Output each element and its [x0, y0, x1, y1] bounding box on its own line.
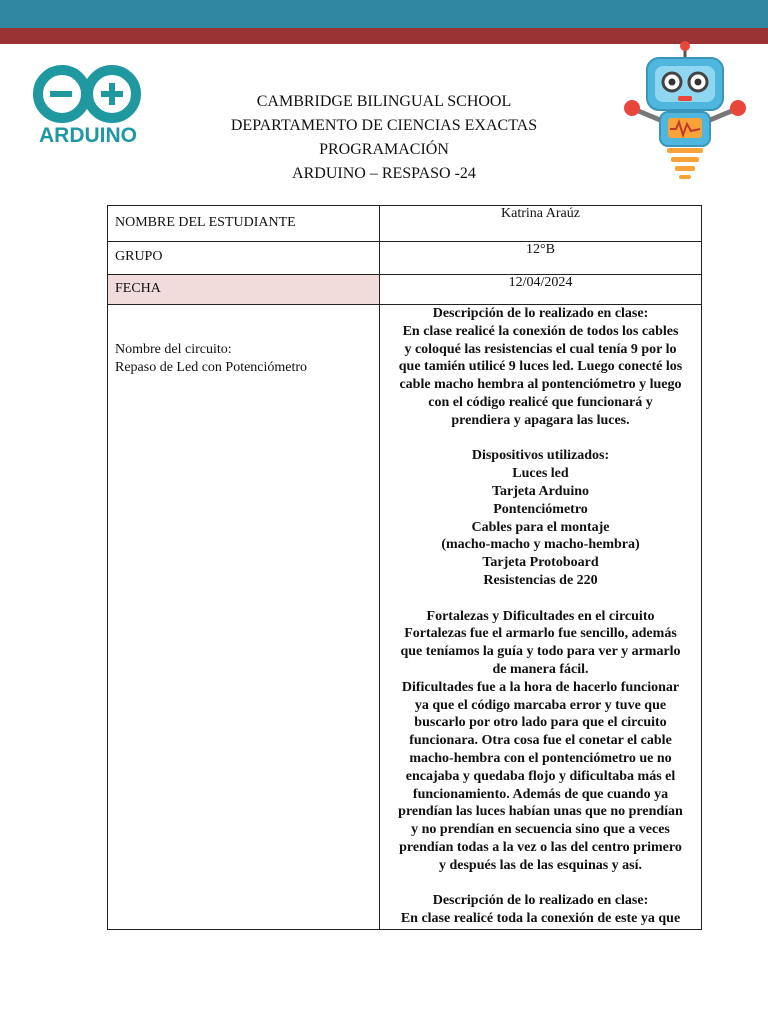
circuit-label: Nombre del circuito: [115, 342, 232, 357]
description-line: Tarjeta Arduino [491, 483, 590, 499]
description-line: Cables para el montaje [471, 519, 610, 535]
circuit-info [108, 305, 379, 377]
description-line: de manera fácil. [492, 661, 589, 677]
description-line: buscarlo por otro lado para que el circuito [414, 715, 667, 731]
student-name-value: Katrina Araúz [380, 206, 702, 242]
table-row [108, 275, 702, 305]
date-label: FECHA [115, 281, 161, 296]
description-line: Descripción de lo realizado en clase: [432, 306, 649, 321]
description-line: y no prendían en secuencia sino que a veces [411, 822, 670, 838]
description-line: y coloqué las resistencias el cual tenía 9 por lo [404, 341, 677, 357]
header-band-blue [0, 0, 768, 28]
description-line: Fortalezas fue el armarlo fue sencillo, además [404, 626, 677, 642]
school-name: CAMBRIDGE BILINGUAL SCHOOL [256, 93, 512, 110]
description-line: que teníamos la guía y todo para ver y armarlo [400, 644, 681, 660]
subject-name: PROGRAMACIÓN [319, 141, 449, 158]
description-line: Fortalezas y Dificultades en el circuito [426, 608, 655, 624]
description-line: funcionara. Otra cosa fue el conetar el cable [409, 733, 672, 749]
arduino-logo-icon [28, 62, 148, 152]
description-line: Pontenciómetro [493, 501, 588, 517]
description-line: Dispositivos utilizados: [471, 448, 610, 464]
description-line: prendían las luces habían unas que no prendían [398, 804, 683, 820]
student-name-label: NOMBRE DEL ESTUDIANTE [115, 215, 296, 230]
description-blank-line [384, 590, 697, 608]
circuit-name: Repaso de Led con Potenciómetro [115, 360, 308, 375]
description-line: Resistencias de 220 [483, 572, 598, 588]
description-line: prendían todas a la vez o las del centro primero [399, 839, 682, 855]
description-line: Tarjeta Protoboard [482, 555, 599, 571]
description-line: con el código realicé que funcionará y [428, 394, 653, 410]
description-text [380, 305, 701, 929]
description-line: ya que el código marcaba error y tuve que [414, 697, 667, 713]
description-line: macho-hembra con el pontenciómetro ue no [409, 750, 672, 766]
school-header [150, 90, 618, 186]
description-line: (macho-macho y macho-hembra) [441, 537, 640, 553]
date-value: 12/04/2024 [380, 275, 702, 305]
table-row [108, 305, 702, 930]
description-line: funcionamiento. Además de que cuando ya [412, 786, 669, 802]
description-line: Luces led [512, 466, 569, 482]
arduino-logo-text: ARDUINO [39, 124, 137, 147]
robot-icon [622, 38, 748, 188]
table-row [108, 206, 702, 242]
description-line: cable macho hembra al pontenciómetro y luego [399, 377, 682, 393]
table-row [108, 242, 702, 275]
description-line: En clase realicé la conexión de todos los cables [402, 323, 679, 339]
description-line: Descripción de lo realizado en clase: [432, 893, 649, 909]
student-info-table [107, 205, 702, 930]
group-label: GRUPO [115, 249, 163, 264]
description-line: y después las de las esquinas y así. [438, 857, 643, 873]
description-blank-line [384, 875, 697, 893]
department-name: DEPARTAMENTO DE CIENCIAS EXACTAS [230, 117, 538, 134]
description-line: Dificultades fue a la hora de hacerlo funcionar [401, 679, 680, 695]
description-line: En clase realicé toda la conexión de este ya que [400, 911, 681, 927]
document-title: ARDUINO – RESPASO -24 [292, 165, 476, 182]
description-blank-line [384, 430, 697, 448]
description-line: prendiera y apagara las luces. [451, 412, 630, 428]
group-value: 12°B [380, 242, 702, 275]
description-line: que tamién utilicé 9 luces led. Luego conecté los [398, 359, 683, 375]
description-line: encajaba y quedaba flojo y dificultaba más el [405, 768, 676, 784]
